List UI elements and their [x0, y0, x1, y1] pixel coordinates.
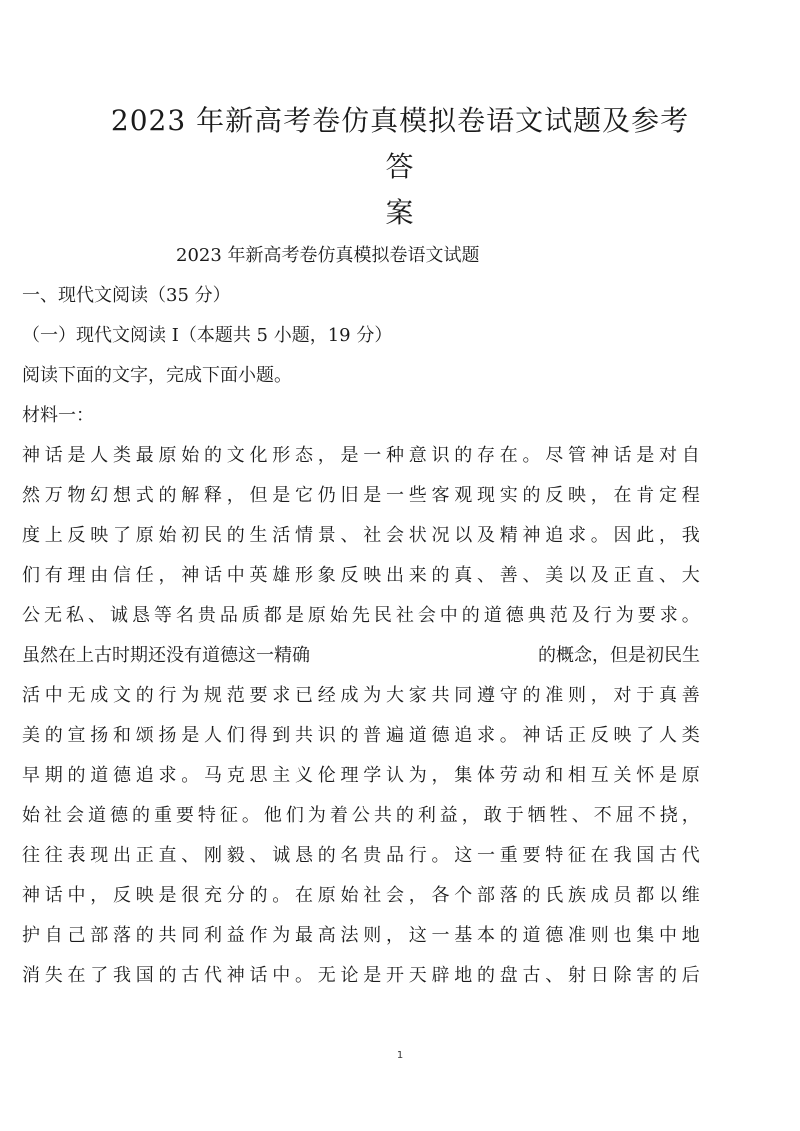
- paragraph-line-with-gap: [22, 636, 700, 676]
- subsection-heading: （一）现代文阅读 I（本题共 5 小题，19 分）: [22, 325, 393, 346]
- paragraph-line: 然万物幻想式的解释，但是它仍旧是一些客观现实的反映，在肯定程: [22, 485, 700, 506]
- section-heading: 一、现代文阅读（35 分）: [22, 285, 231, 306]
- blank-space: [369, 636, 479, 676]
- paragraph-line: 们有理由信任，神话中英雄形象反映出来的真、善、美以及正直、大: [22, 565, 700, 586]
- document-title-line-1: 2023 年新高考卷仿真模拟卷语文试题及参考答: [110, 104, 690, 183]
- paragraph-line: 美的宣扬和颂扬是人们得到共识的普遍道德追求。神话正反映了人类: [22, 725, 700, 746]
- gap-line-left-text: 虽然在上古时期还没有道德这一精确: [22, 645, 310, 666]
- paragraph-line: 公无私、诚恳等名贵品质都是原始先民社会中的道德典范及行为要求。: [22, 605, 700, 626]
- paragraph-line: 活中无成文的行为规范要求已经成为大家共同遵守的准则，对于真善: [22, 685, 700, 706]
- page-number: 1: [396, 1050, 404, 1061]
- material-label: 材料一：: [22, 405, 94, 426]
- paragraph-line: 消失在了我国的古代神话中。无论是开天辟地的盘古、射日除害的后: [22, 965, 700, 986]
- paragraph-line: 早期的道德追求。马克思主义伦理学认为，集体劳动和相互关怀是原: [22, 765, 700, 786]
- paragraph-line: 护自己部落的共同利益作为最高法则，这一基本的道德准则也集中地: [22, 925, 700, 946]
- paragraph-line: 神话是人类最原始的文化形态，是一种意识的存在。尽管神话是对自: [22, 445, 700, 466]
- material-paragraph: [22, 436, 700, 636]
- paragraph-line: 始社会道德的重要特征。他们为着公共的利益，敢于牺牲、不屈不挠，: [22, 805, 700, 826]
- reading-instruction: 阅读下面的文字，完成下面小题。: [22, 365, 292, 386]
- paragraph-line: 度上反映了原始初民的生活情景、社会状况以及精神追求。因此，我: [22, 525, 700, 546]
- document-title-line-2: 案: [385, 196, 415, 229]
- paragraph-line: 往往表现出正直、刚毅、诚恳的名贵品行。这一重要特征在我国古代: [22, 845, 700, 866]
- gap-line-right-text: 的概念，但是初民生: [538, 645, 700, 666]
- paragraph-line: 神话中，反映是很充分的。在原始社会，各个部落的氏族成员都以维: [22, 885, 700, 906]
- document-title: [110, 98, 690, 236]
- material-paragraph-continued: [22, 676, 700, 996]
- exam-subtitle: 2023 年新高考卷仿真模拟卷语文试题: [176, 245, 480, 266]
- document-body: [22, 236, 700, 996]
